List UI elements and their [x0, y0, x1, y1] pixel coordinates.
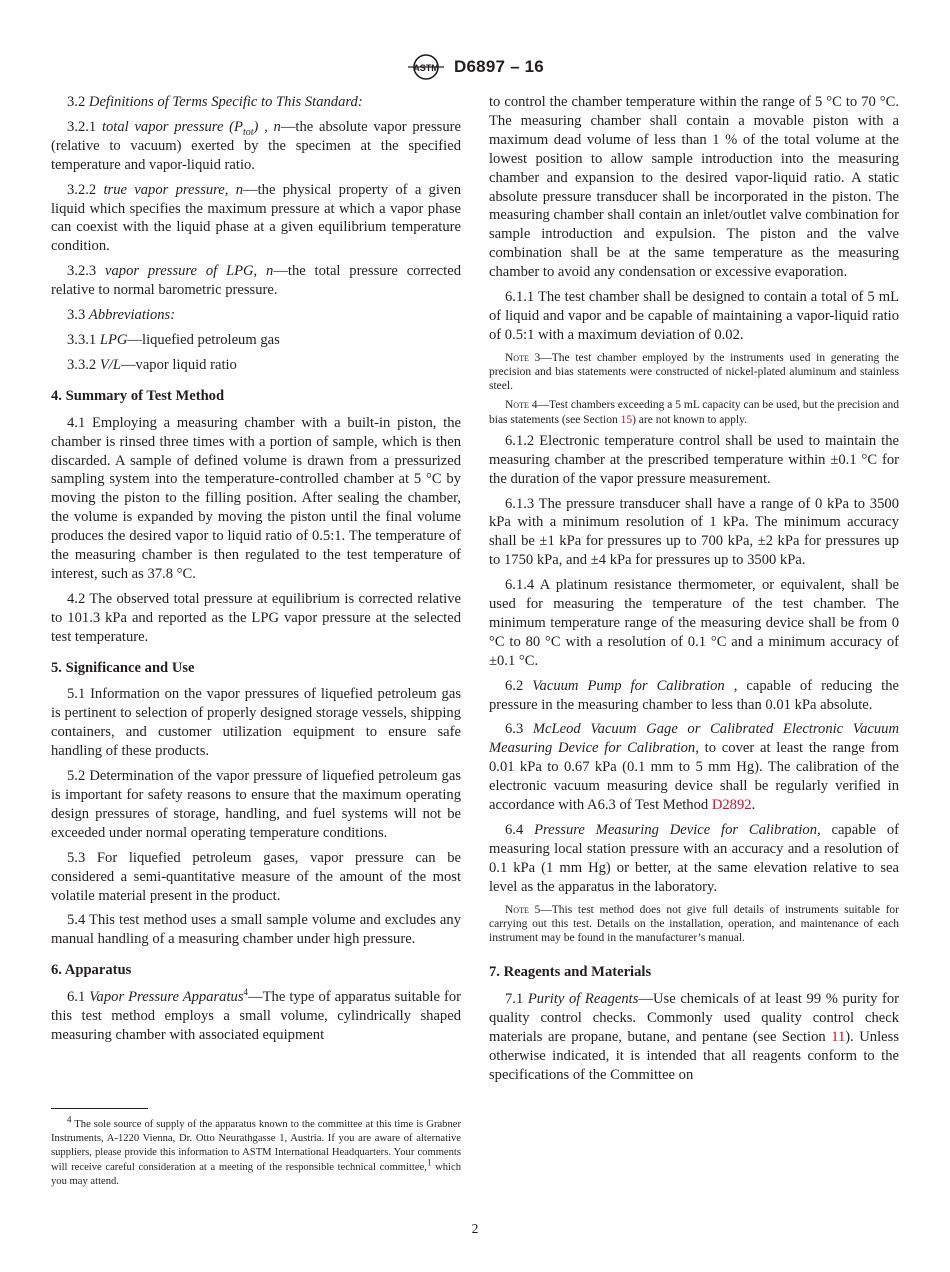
section-6-heading: 6. Apparatus: [51, 962, 132, 979]
section-3-2: 3.2 Definitions of Terms Specific to This Standard:: [67, 94, 363, 110]
paragraph-4-1: 4.1 Employing a measuring chamber with a built-in piston, the chamber is rinsed three times with a portion of sample, which is then discarded. A sample of defined volume is drawn from a pressurized sampling system into the temperature-controlled chamber at 5 °C by moving the piston to the filling position. After sealing the chamber, the volume is expanded by moving the piston until the final volume produces the desired vapor to liquid ratio of 0.5:1. The temperature of the measuring chamber is then regulated to the test temperature of interest, such as 37.8 °C.: [51, 414, 461, 582]
paragraph-6-4: 6.4 Pressure Measuring Device for Calibration, capable of measuring local station pressure with an accuracy and a resolution of 0.1 kPa (1 mm Hg) or better, at the same elevation relative to sea level as the apparatus in the laboratory.: [489, 822, 899, 895]
footnote-divider: [51, 1108, 148, 1109]
page-number: 2: [471, 1221, 479, 1236]
section-5-heading: 5. Significance and Use: [51, 659, 195, 676]
abbrev-3-3-1: 3.3.1 LPG—liquefied petroleum gas: [67, 331, 280, 348]
paragraph-6-1: 6.1 Vapor Pressure Apparatus$^4$—The type of apparatus suitable for this test method employs a small volume, cylindrically shaped measuring chamber with associated equipment: [51, 987, 461, 1043]
paragraph-6-1-4: 6.1.4 A platinum resistance thermometer, or equivalent, shall be used for measuring the temperature of the test chamber. The minimum temperature range of the measuring device shall be from 0 °C to 80 °C with a resolution of 0.1 °C and a minimum accuracy of ±0.1 °C.: [489, 577, 899, 669]
section-3-3: 3.3 Abbreviations:: [67, 307, 176, 324]
paragraph-4-2: 4.2 The observed total pressure at equilibrium is corrected relative to 101.3 kPa and reported as the LPG vapor pressure at the selected test temperature.: [51, 590, 461, 645]
paragraph-5-3: 5.3 For liquefied petroleum gases, vapor pressure can be considered a semi-quantitative measure of the amount of the most volatile material present in the product.: [51, 849, 461, 904]
paragraph-6-1-1: 6.1.1 The test chamber shall be designed to contain a total of 5 mL of liquid and vapor and be capable of maintaining a vapor-liquid ratio of 0.5:1 with a maximum deviation of 0.02.: [489, 289, 899, 343]
paragraph-5-2: 5.2 Determination of the vapor pressure of liquefied petroleum gas is important for safety reasons to ensure that the maximum operating design pressures of storage, handling, and fuel systems will not be exceeded under normal operating temperature conditions.: [51, 768, 461, 841]
section-7-heading: 7. Reagents and Materials: [489, 964, 652, 981]
definition-3-2-1: 3.2.1 total vapor pressure $(P_{tot})$ , n—the absolute vapor pressure (relative to vacuum) exerted by the specimen at the specified temperature and vapor-liquid ratio.: [51, 118, 461, 173]
note-3: Note 3—The test chamber employed by the instruments used in generating the precision and bias statements were constructed of nickel-plated aluminum and stainless steel.: [489, 351, 900, 393]
paragraph-6-1-2: 6.1.2 Electronic temperature control shall be used to maintain the measuring chamber at the prescribed temperature within ±0.1 °C for the duration of the vapor pressure measurement.: [489, 432, 899, 487]
astm-logo-icon: [406, 52, 446, 82]
logo-text: ASTM: [413, 63, 439, 73]
section-4-heading: 4. Summary of Test Method: [51, 387, 225, 404]
definition-3-2-3: 3.2.3 vapor pressure of LPG, n—the total pressure corrected relative to normal barometric pressure.: [51, 263, 461, 299]
paragraph-7-1: 7.1 Purity of Reagents—Use chemicals of at least 99 % purity for quality control checks. Commonly used quality control check materials are propane, butane, and pentane (see Section 11). Unless otherwise indicated, it is intended that all reagents conform to the specifications of the Committee on: [489, 991, 899, 1083]
section-15-link[interactable]: 15: [620, 413, 633, 426]
page-header: [0, 52, 950, 84]
note-5: Note 5—This test method does not give full details of instruments suitable for carrying out this test. Details on the installation, operation, and maintenance of each instrument may be found in the manufacturer’s manual.: [489, 903, 899, 945]
definition-3-2-2: 3.2.2 true vapor pressure, n—the physical property of a given liquid which specifies the maximum pressure at which a vapor phase can coexist with the liquid phase at a given equilibrium temperature condition.: [51, 181, 462, 255]
section-11-link[interactable]: 11: [831, 1028, 846, 1045]
paragraph-6-1-continued: to control the chamber temperature within the range of 5 °C to 70 °C. The measuring chamber shall contain a movable piston with a maximum dead volume of less than 1 % of the total volume at the lowest position to allow sample introduction into the measuring chamber and expansion to the desired vapor-liquid ratio. A static absolute pressure transducer shall be incorporated in the piston. The measuring chamber shall contain an inlet/outlet valve combination for sample introduction and expulsion. The piston and the valve combination shall be at the same temperature as the measuring chamber to avoid any condensation or excessive evaporation.: [489, 94, 899, 281]
paragraph-6-2: 6.2 Vacuum Pump for Calibration , capable of reducing the pressure in the measuring chamber to less than 0.01 kPa absolute.: [489, 677, 899, 713]
paragraph-5-1: 5.1 Information on the vapor pressures of liquefied petroleum gas is pertinent to selection of properly designed storage vessels, shipping containers, and customer utilization equipment to ensure safe handling of these products.: [51, 686, 461, 760]
paragraph-6-3: 6.3 McLeod Vacuum Gage or Calibrated Electronic Vacuum Measuring Device for Calibration, to cover at least the range from 0.01 kPa to 0.67 kPa (0.1 mm to 5 mm Hg). The calibration of the electronic vacuum measuring device shall be regularly verified in accordance with A6.3 of Test Method D2892.: [489, 721, 899, 814]
paragraph-6-1-3: 6.1.3 The pressure transducer shall have a range of 0 kPa to 3500 kPa with a minimum resolution of 1 kPa. The minimum accuracy shall be ±1 kPa for pressures up to 700 kPa, ±2 kPa for pressures up to 1750 kPa, and ±4 kPa for pressures up to 3500 kPa.: [489, 495, 899, 569]
d2892-link[interactable]: D2892: [711, 797, 752, 814]
document-id: D6897 – 16: [454, 57, 544, 76]
paragraph-5-4: 5.4 This test method uses a small sample volume and excludes any manual handling of a measuring chamber under high pressure.: [51, 912, 461, 948]
right-column: [489, 93, 899, 1091]
abbrev-3-3-2: 3.3.2 V/L—vapor liquid ratio: [67, 356, 237, 373]
left-column: [51, 93, 461, 1051]
footnote-4: $^4$ The sole source of supply of the apparatus known to the committee at this time is Grabner Instruments, A-1220 Vienna, Dr. Otto Neurathgasse 1, Austria. If you are aware of alternative suppliers, please provide this information to ASTM International Headquarters. Your comments will receive careful consideration at a meeting of the responsible technical committee,$^1$ which you may attend.: [51, 1114, 461, 1187]
note-4: Note 4—Test chambers exceeding a 5 mL capacity can be used, but the precision and bias statements (see Section 15) are not known to apply.: [489, 399, 900, 426]
footnote-ref-4[interactable]: 4: [243, 987, 249, 998]
